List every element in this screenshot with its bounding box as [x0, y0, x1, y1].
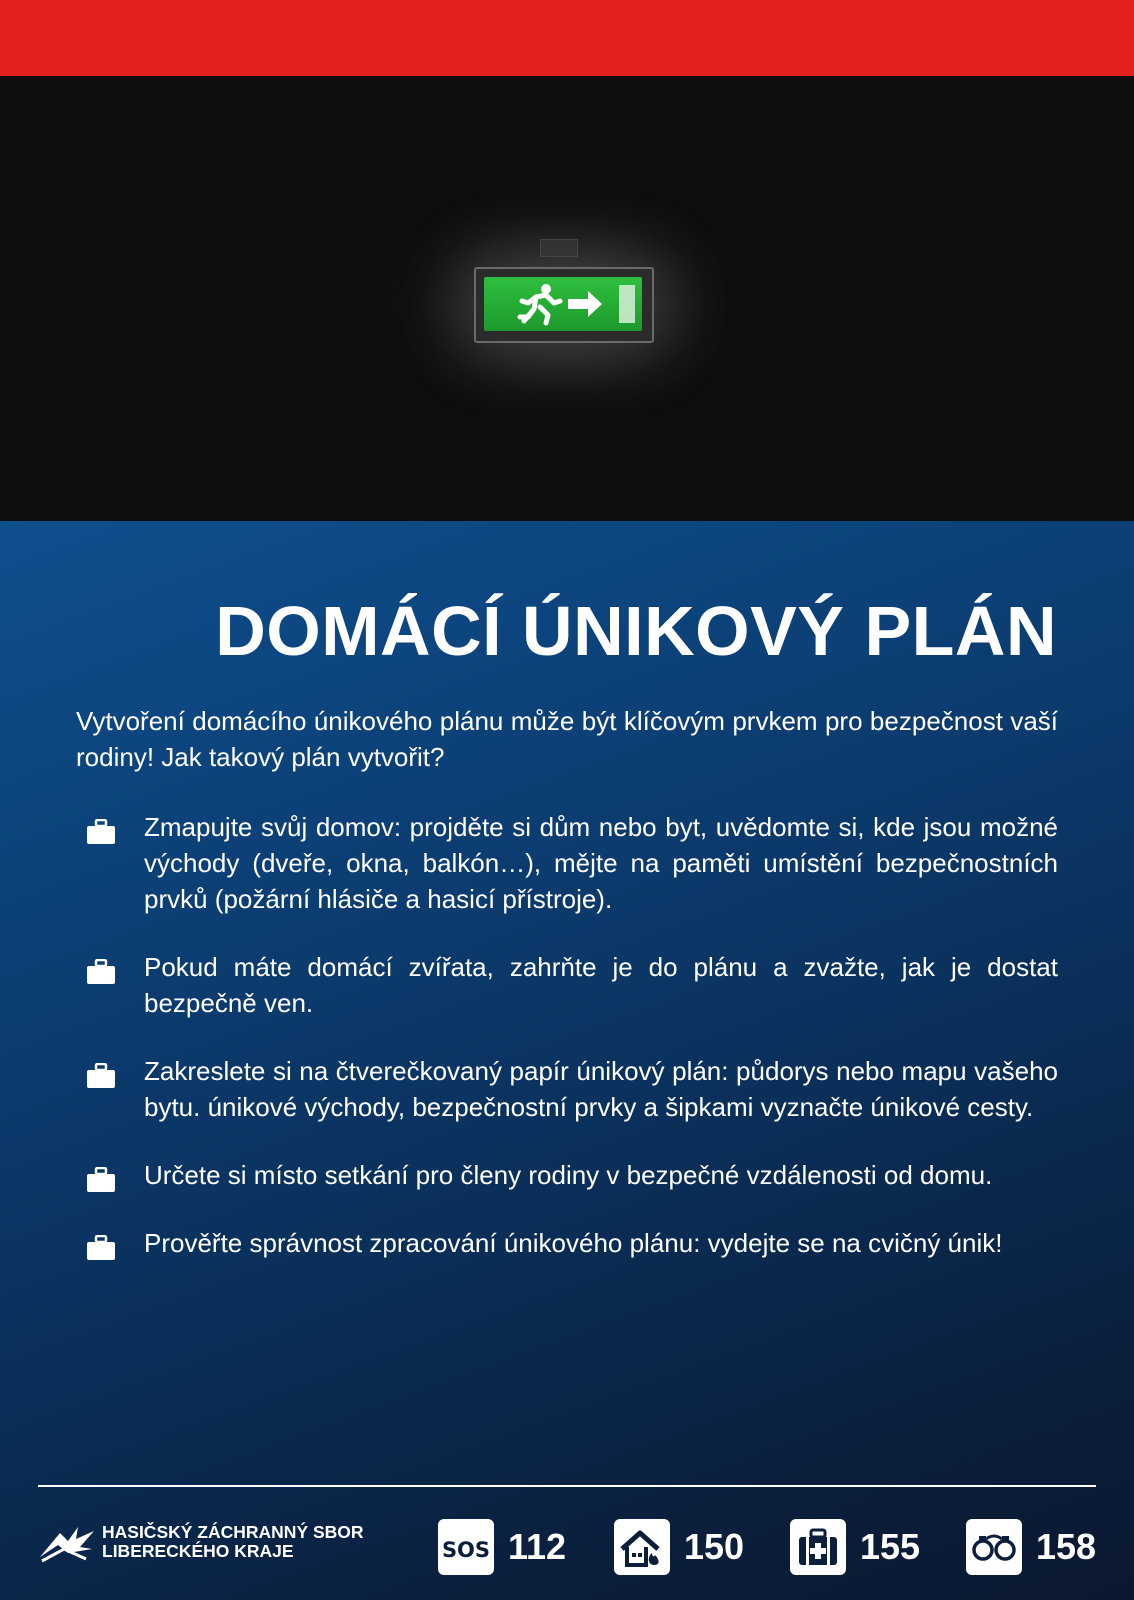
list-item-text: Prověřte správnost zpracování únikového plánu: vydejte se na cvičný únik! — [144, 1228, 1003, 1258]
briefcase-icon — [86, 1235, 116, 1261]
emergency-number: 155 — [860, 1526, 921, 1567]
emergency-number-112 — [438, 1519, 568, 1575]
list-item — [76, 809, 1058, 917]
organization-name-line1: HASIČSKÝ ZÁCHRANNÝ SBOR — [102, 1522, 364, 1542]
footer — [0, 1487, 1134, 1600]
list-item-text: Určete si místo setkání pro členy rodiny v bezpečné vzdálenosti od domu. — [144, 1160, 993, 1190]
list-item — [76, 1157, 1058, 1193]
emergency-number: 150 — [684, 1526, 745, 1567]
first-aid-kit-icon — [790, 1519, 846, 1575]
organization-block — [38, 1517, 398, 1565]
running-man-exit-icon — [484, 277, 642, 331]
list-item-text: Pokud máte domácí zvířata, zahrňte je do plánu a zvažte, jak je dostat bezpečně ven. — [144, 952, 1058, 1018]
briefcase-icon — [86, 1167, 116, 1193]
handcuffs-icon — [966, 1519, 1022, 1575]
emergency-number-150 — [614, 1519, 744, 1575]
emergency-number: 158 — [1036, 1526, 1097, 1567]
briefcase-icon — [86, 959, 116, 985]
emergency-number-155 — [790, 1519, 920, 1575]
list-item — [76, 1225, 1058, 1261]
list-item-text: Zmapujte svůj domov: projděte si dům nebo byt, uvědomte si, kde jsou možné východy (dveře, okna, balkón…), mějte na paměti umístění bezpečnostních prvků (požární hlásiče a hasicí přístroje). — [144, 812, 1058, 914]
emergency-number: 112 — [508, 1526, 567, 1567]
list-item — [76, 949, 1058, 1021]
list-item — [76, 1053, 1058, 1125]
list-item-text: Zakreslete si na čtverečkovaný papír únikový plán: půdorys nebo mapu vašeho bytu. únikové východy, bezpečnostní prvky a šipkami vyznačte únikové cesty. — [144, 1056, 1058, 1122]
intro-paragraph: Vytvoření domácího únikového plánu může být klíčovým prvkem pro bezpečnost vaší rodiny! Jak takový plán vytvořit? — [76, 706, 1058, 772]
sos-icon — [438, 1519, 494, 1575]
briefcase-icon — [86, 1063, 116, 1089]
fire-rescue-logo-icon — [38, 1523, 96, 1563]
exit-sign-photo — [0, 76, 1134, 521]
exit-sign-panel — [484, 277, 642, 331]
fire-house-icon — [614, 1519, 670, 1575]
organization-name-line2: LIBERECKÉHO KRAJE — [102, 1541, 294, 1561]
steps-list — [76, 809, 1058, 1261]
sos-label: SOS — [441, 1538, 491, 1562]
top-accent-bar — [0, 0, 1134, 76]
briefcase-icon — [86, 819, 116, 845]
page-title: DOMÁCÍ ÚNIKOVÝ PLÁN — [215, 592, 1057, 670]
organization-name — [102, 1523, 364, 1561]
emergency-number-158 — [966, 1519, 1096, 1575]
sign-mount — [540, 239, 578, 257]
exit-sign — [474, 267, 654, 343]
main-content — [0, 521, 1134, 1600]
